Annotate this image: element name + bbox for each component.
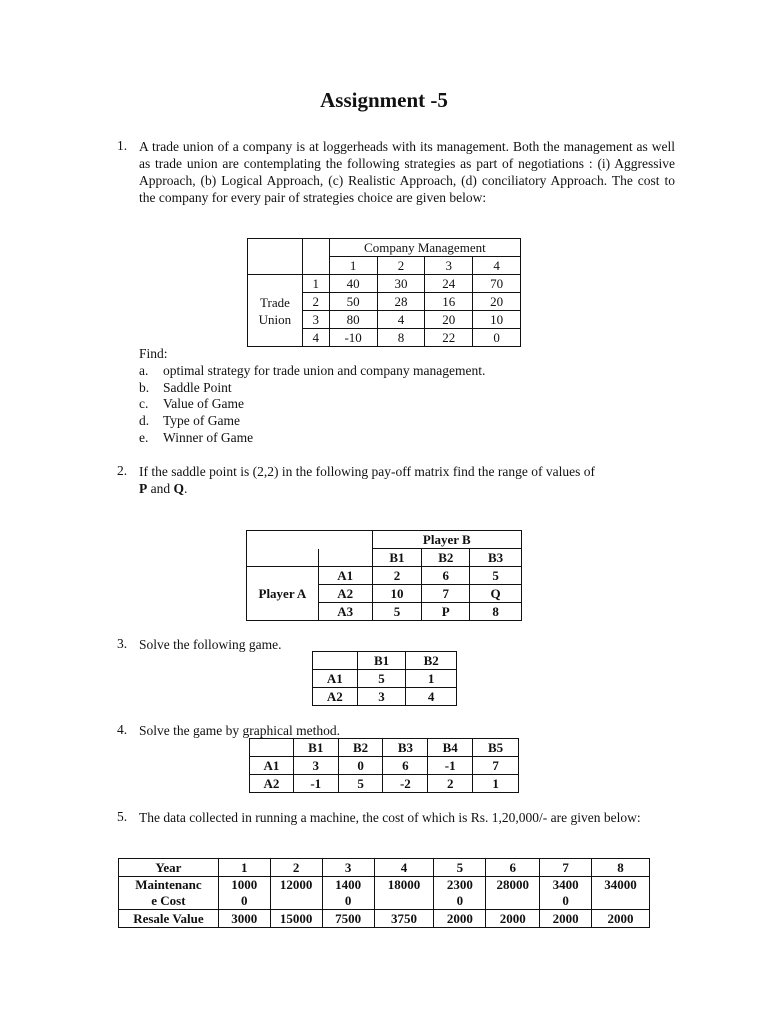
column-group-header: Player B [372, 531, 521, 549]
table-cell [270, 877, 322, 910]
table-cell: 5 [470, 567, 522, 585]
cell-line: 12000 [279, 877, 313, 892]
cell-line: 18000 [387, 877, 421, 892]
table-cell: 20 [425, 311, 473, 329]
q5-number: 5. [117, 809, 128, 824]
column-header: 2 [377, 257, 425, 275]
list-item [139, 396, 485, 413]
find-label: Find: [139, 346, 168, 361]
row-group-header: Player A [247, 567, 319, 621]
table-corner [247, 549, 319, 567]
list-text: Saddle Point [163, 379, 232, 395]
column-header: 3 [425, 257, 473, 275]
table-corner [302, 239, 329, 257]
table-cell: 20 [473, 293, 521, 311]
column-header: 2 [270, 859, 322, 877]
table-cell: 6 [383, 757, 428, 775]
column-header: B3 [383, 739, 428, 757]
column-header: B1 [372, 549, 422, 567]
table-cell [592, 877, 650, 910]
column-group-header: Company Management [329, 239, 520, 257]
table-cell [434, 877, 486, 910]
q2-var-p: P [139, 481, 148, 496]
q3-text: Solve the following game. [139, 637, 282, 652]
table-cell: P [422, 603, 470, 621]
table-cell: 7500 [322, 910, 374, 928]
table-cell: 2 [428, 775, 473, 793]
list-text: Value of Game [163, 396, 244, 412]
list-letter: d. [139, 413, 150, 429]
table-cell: 4 [406, 688, 457, 706]
table-cell: -1 [428, 757, 473, 775]
row-header [119, 877, 219, 910]
table-cell: 0 [338, 757, 383, 775]
column-header: 4 [473, 257, 521, 275]
table-cell: -10 [329, 329, 377, 347]
cell-line: 34000 [604, 877, 637, 892]
row-label-line: Maintenanc [135, 877, 202, 892]
table-cell: 3750 [374, 910, 434, 928]
table-cell: 5 [338, 775, 383, 793]
table-cell: 15000 [270, 910, 322, 928]
table-cell: 16 [425, 293, 473, 311]
column-header: B1 [293, 739, 338, 757]
column-header: B2 [422, 549, 470, 567]
row-header: A1 [313, 670, 358, 688]
column-header: 7 [540, 859, 592, 877]
list-letter: c. [139, 396, 149, 412]
row-header: 1 [302, 275, 329, 293]
table-cell: 10 [372, 585, 422, 603]
row-group-header [248, 275, 303, 347]
page-title: Assignment -5 [320, 88, 448, 112]
table-corner [318, 549, 372, 567]
table-cell: 6 [422, 567, 470, 585]
row-header: A3 [318, 603, 372, 621]
table-corner [313, 652, 358, 670]
table-corner [247, 531, 373, 549]
q4-number: 4. [117, 722, 128, 737]
list-letter: a. [139, 362, 149, 378]
row-header: 3 [302, 311, 329, 329]
column-header: 3 [322, 859, 374, 877]
table-cell: 8 [377, 329, 425, 347]
table-cell: 2 [372, 567, 422, 585]
q2-number: 2. [117, 463, 128, 478]
table-cell: 4 [377, 311, 425, 329]
table-cell: 70 [473, 275, 521, 293]
q2-text [139, 463, 679, 497]
table-corner [302, 257, 329, 275]
table-cell: 8 [470, 603, 522, 621]
q2-var-q: Q [173, 481, 185, 496]
q1-find-list [139, 346, 485, 447]
row-header: A2 [313, 688, 358, 706]
list-item [139, 413, 485, 430]
list-text: Winner of Game [163, 429, 254, 445]
q1-cost-table [247, 238, 521, 347]
table-cell: 22 [425, 329, 473, 347]
table-cell: 50 [329, 293, 377, 311]
column-header: B1 [357, 652, 406, 670]
column-header: 1 [329, 257, 377, 275]
column-header: 8 [592, 859, 650, 877]
cell-line: 0 [241, 893, 248, 908]
q2-text-and: and [147, 481, 174, 496]
column-header: B4 [428, 739, 473, 757]
cell-line: 28000 [496, 877, 529, 892]
table-cell: 28 [377, 293, 425, 311]
table-cell: 5 [357, 670, 406, 688]
table-cell [540, 877, 592, 910]
q2-text-main: If the saddle point is (2,2) in the following pay-off matrix find the range of values of [139, 464, 596, 479]
q2-text-end: . [184, 481, 188, 496]
row-header: A2 [250, 775, 294, 793]
row-label-line: e Cost [151, 893, 186, 908]
row-header: Resale Value [119, 910, 219, 928]
row-header: A2 [318, 585, 372, 603]
q3-game-table [312, 651, 457, 706]
table-cell: 10 [473, 311, 521, 329]
table-cell: Q [470, 585, 522, 603]
column-header: 1 [218, 859, 270, 877]
cell-line: 0 [344, 893, 352, 908]
cell-line: 1000 [231, 877, 258, 892]
table-cell: 2000 [540, 910, 592, 928]
column-header: 6 [486, 859, 540, 877]
column-header: B2 [406, 652, 457, 670]
row-header: Year [119, 859, 219, 877]
table-cell: 3000 [218, 910, 270, 928]
q1-text: A trade union of a company is at loggerheads with its management. Both the management as well as trade union are contemplating the following strategies as part of negotiations : (i) Aggressive Approach, (b) Logical Approach, (c) Realistic Approach, (d) conciliatory Approach. The cost to the company for every pair of strategies choice are given below: [139, 139, 675, 205]
table-corner [248, 239, 303, 257]
table-corner [250, 739, 294, 757]
cell-line: 3400 [552, 877, 579, 892]
list-text: Type of Game [163, 413, 241, 429]
cell-line: 0 [562, 893, 569, 908]
row-header: 4 [302, 329, 329, 347]
q4-text: Solve the game by graphical method. [139, 723, 340, 738]
q4-game-table [249, 738, 519, 793]
list-text: optimal strategy for trade union and company management. [163, 362, 486, 378]
table-cell: 2000 [434, 910, 486, 928]
list-item [139, 363, 485, 380]
list-item [139, 380, 485, 397]
list-letter: b. [139, 379, 150, 395]
table-cell: 24 [425, 275, 473, 293]
table-cell: 2000 [486, 910, 540, 928]
table-cell: 1 [473, 775, 519, 793]
cell-line: 0 [456, 893, 464, 908]
table-cell: -2 [383, 775, 428, 793]
q3-number: 3. [117, 636, 128, 651]
table-cell [486, 877, 540, 910]
table-cell: 7 [422, 585, 470, 603]
column-header: B3 [470, 549, 522, 567]
table-cell: 30 [377, 275, 425, 293]
table-cell: 3 [357, 688, 406, 706]
table-cell: 3 [293, 757, 338, 775]
table-cell: 0 [473, 329, 521, 347]
table-corner [248, 257, 303, 275]
row-header: 2 [302, 293, 329, 311]
table-cell: -1 [293, 775, 338, 793]
table-cell: 5 [372, 603, 422, 621]
table-cell: 1 [406, 670, 457, 688]
table-cell: 2000 [592, 910, 650, 928]
table-cell [218, 877, 270, 910]
list-letter: e. [139, 429, 149, 445]
q5-text: The data collected in running a machine, the cost of which is Rs. 1,20,000/- are given below: [139, 810, 641, 825]
row-group-label-line: Union [258, 311, 292, 327]
table-cell [322, 877, 374, 910]
cell-line: 2300 [446, 877, 473, 892]
row-group-label-line: Trade [260, 294, 290, 310]
table-cell: 80 [329, 311, 377, 329]
table-cell [374, 877, 434, 910]
table-cell: 40 [329, 275, 377, 293]
column-header: 5 [434, 859, 486, 877]
q2-payoff-table [246, 530, 522, 621]
column-header: 4 [374, 859, 434, 877]
list-item [139, 430, 485, 447]
row-header: A1 [250, 757, 294, 775]
q5-machine-table [118, 858, 650, 928]
table-cell: 7 [473, 757, 519, 775]
column-header: B2 [338, 739, 383, 757]
cell-line: 1400 [335, 877, 362, 892]
column-header: B5 [473, 739, 519, 757]
q1-number: 1. [117, 138, 128, 153]
row-header: A1 [318, 567, 372, 585]
